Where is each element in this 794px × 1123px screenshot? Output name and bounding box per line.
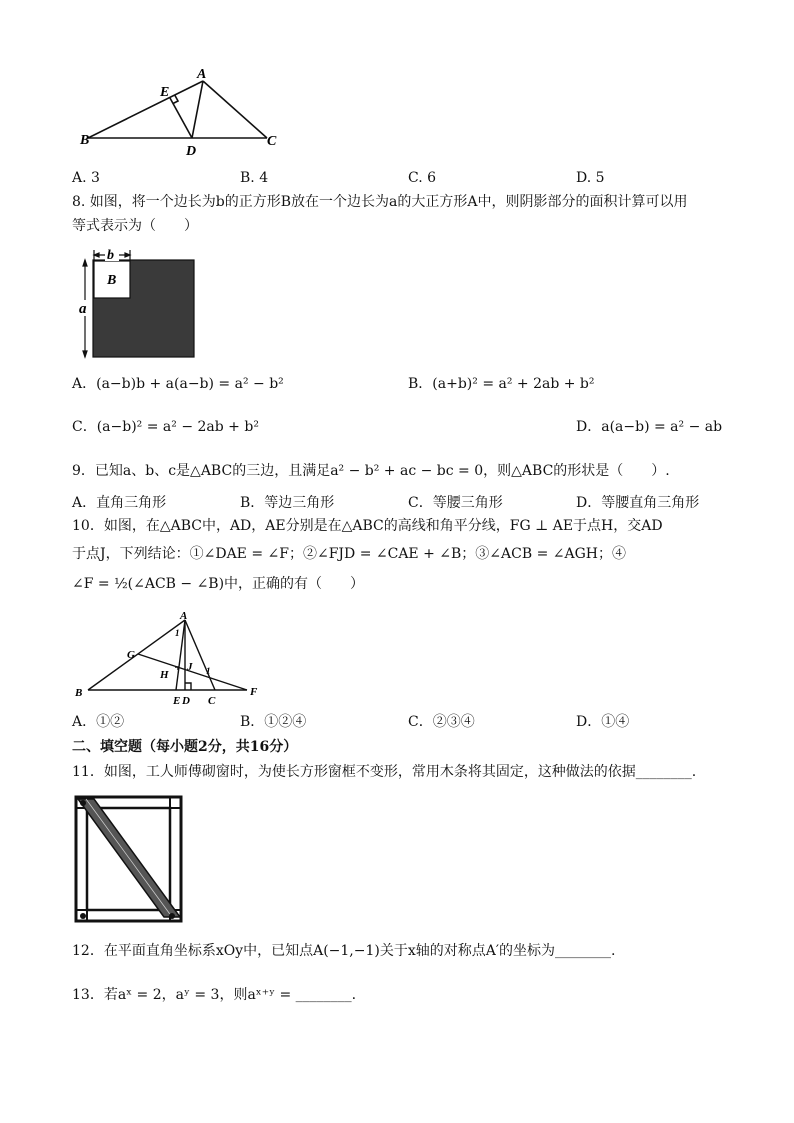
q7-label-E: E: [160, 85, 170, 100]
q8-stem-line1: 8. 如图，将一个边长为b的正方形B放在一个边长为a的大正方形A中，则阴影部分的面积计算可以用: [72, 194, 688, 210]
q10-label-A: A: [180, 610, 188, 622]
q10-label-G: G: [127, 649, 135, 661]
q7-label-C: C: [267, 134, 277, 149]
q8-option-d: D．a(a−b) = a² − ab: [576, 419, 723, 435]
q8-label-a: a: [79, 301, 87, 317]
q10-option-a: A．①②: [72, 714, 125, 730]
q10-label-F: F: [250, 686, 258, 698]
q10-stem-line2: 于点J，下列结论：①∠DAE = ∠F；②∠FJD = ∠CAE + ∠B；③∠ACB = ∠AGH；④: [72, 546, 627, 562]
q12-stem: 12．在平面直角坐标系xOy中，已知点A(−1,−1)关于x轴的对称点A′的坐标为________.: [72, 943, 616, 959]
q10-triangle-figure: [72, 610, 267, 710]
q10-option-c: C．②③④: [408, 714, 475, 730]
q10-label-D: D: [182, 695, 190, 707]
q10-option-d: D．①④: [576, 714, 630, 730]
q9-option-b: B．等边三角形: [240, 495, 335, 511]
section2-title: 二、填空题（每小题2分，共16分）: [72, 739, 298, 755]
q13-stem: 13．若aˣ = 2，aʸ = 3，则aˣ⁺ʸ = ________.: [72, 987, 357, 1003]
q10-angle-1b: 1: [206, 666, 211, 676]
q8-label-b: b: [107, 248, 114, 263]
q10-label-B: B: [75, 687, 83, 699]
q7-label-A: A: [197, 67, 207, 82]
q8-stem-line2: 等式表示为（ ）: [72, 218, 198, 234]
q9-option-d: D．等腰直角三角形: [576, 495, 700, 511]
q8-square-figure: [74, 242, 199, 362]
q7-triangle-figure: [75, 65, 285, 160]
q11-stem: 11．如图，工人师傅砌窗时，为使长方形窗框不变形，常用木条将其固定，这种做法的依据________.: [72, 764, 697, 780]
q10-option-b: B．①②④: [240, 714, 307, 730]
q8-label-B: B: [107, 273, 117, 288]
q7-option-d: D. 5: [576, 170, 605, 186]
q11-window-frame-figure: [72, 793, 187, 925]
q9-option-a: A．直角三角形: [72, 495, 167, 511]
q9-option-c: C．等腰三角形: [408, 495, 503, 511]
q8-option-c: C．(a−b)² = a² − 2ab + b²: [72, 419, 259, 435]
q10-angle-1: 1: [175, 628, 180, 638]
q8-option-a: A．(a−b)b + a(a−b) = a² − b²: [72, 376, 284, 392]
q8-option-b: B．(a+b)² = a² + 2ab + b²: [408, 376, 595, 392]
q10-label-C: C: [208, 695, 216, 707]
q7-label-D: D: [186, 144, 197, 159]
q9-stem: 9．已知a、b、c是△ABC的三边，且满足a² − b² + ac − bc = 0，则△ABC的形状是（ ）.: [72, 463, 670, 479]
q10-label-H: H: [160, 669, 169, 681]
q7-option-c: C. 6: [408, 170, 437, 186]
q7-label-B: B: [80, 133, 90, 148]
q7-option-a: A. 3: [72, 170, 100, 186]
q10-stem-line3: ∠F = ½(∠ACB − ∠B)中，正确的有（ ）: [72, 576, 365, 592]
q7-option-b: B. 4: [240, 170, 269, 186]
q10-stem-line1: 10．如图，在△ABC中，AD，AE分别是在△ABC的高线和角平分线，FG ⊥ AE于点H，交AD: [72, 518, 663, 534]
q10-label-E: E: [173, 695, 181, 707]
q10-label-J: J: [187, 661, 193, 673]
